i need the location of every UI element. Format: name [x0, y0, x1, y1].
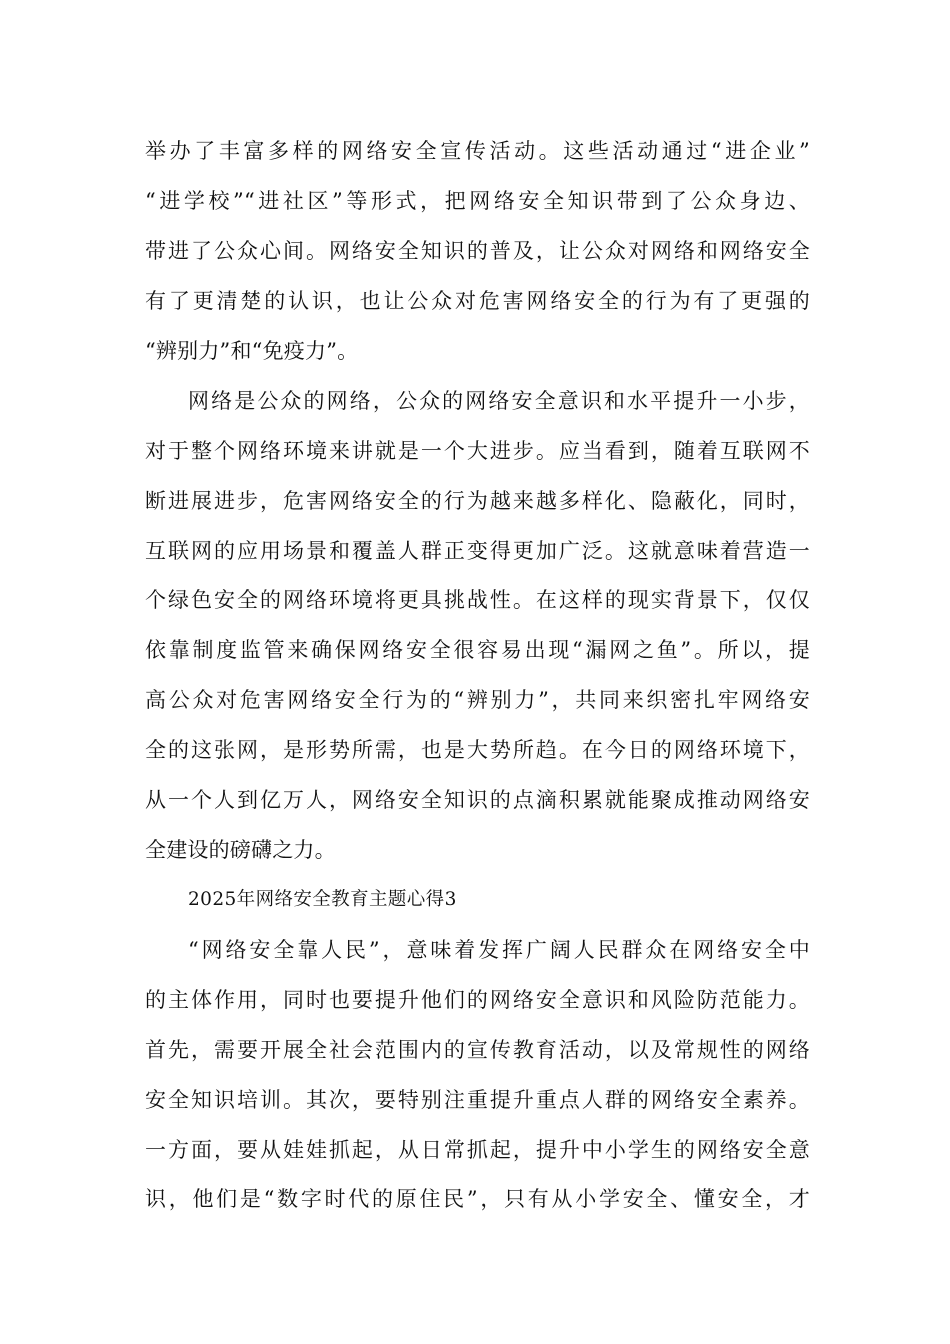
text-line: 高公众对危害网络安全行为的“辨别力”，共同来织密扎牢网络安 — [145, 688, 810, 712]
text-line: “进学校”“进社区”等形式，把网络安全知识带到了公众身边、 — [145, 189, 810, 213]
paragraph-first-line: 网络是公众的网络，公众的网络安全意识和水平提升一小步， — [188, 389, 810, 413]
paragraph-first-line: “网络安全靠人民”，意味着发挥广阔人民群众在网络安全中 — [188, 938, 810, 962]
text-line: 的主体作用，同时也要提升他们的网络安全意识和风险防范能力。 — [145, 988, 810, 1012]
text-line: 举办了丰富多样的网络安全宣传活动。这些活动通过“进企业” — [145, 139, 810, 163]
text-line: 安全知识培训。其次，要特别注重提升重点人群的网络安全素养。 — [145, 1088, 810, 1112]
text-line: 全的这张网，是形势所需，也是大势所趋。在今日的网络环境下， — [145, 738, 810, 762]
text-line: 全建设的磅礴之力。 — [145, 838, 336, 862]
text-line: 对于整个网络环境来讲就是一个大进步。应当看到，随着互联网不 — [145, 439, 810, 463]
text-line: 识，他们是“数字时代的原住民”，只有从小学安全、懂安全，才 — [145, 1187, 810, 1211]
text-line: 有了更清楚的认识，也让公众对危害网络安全的行为有了更强的 — [145, 289, 810, 313]
section-heading: 2025年网络安全教育主题心得3 — [188, 889, 457, 910]
text-line: 带进了公众心间。网络安全知识的普及，让公众对网络和网络安全 — [145, 239, 810, 263]
text-line: 一方面，要从娃娃抓起，从日常抓起，提升中小学生的网络安全意 — [145, 1138, 810, 1162]
text-line: 互联网的应用场景和覆盖人群正变得更加广泛。这就意味着营造一 — [145, 539, 810, 563]
text-line: 依靠制度监管来确保网络安全很容易出现“漏网之鱼”。所以，提 — [145, 638, 810, 662]
text-line: 首先，需要开展全社会范围内的宣传教育活动，以及常规性的网络 — [145, 1038, 810, 1062]
text-line: “辨别力”和“免疫力”。 — [145, 339, 359, 363]
text-line: 断进展进步，危害网络安全的行为越来越多样化、隐蔽化，同时， — [145, 489, 810, 513]
text-line: 从一个人到亿万人，网络安全知识的点滴积累就能聚成推动网络安 — [145, 788, 810, 812]
text-line: 个绿色安全的网络环境将更具挑战性。在这样的现实背景下，仅仅 — [145, 588, 810, 612]
